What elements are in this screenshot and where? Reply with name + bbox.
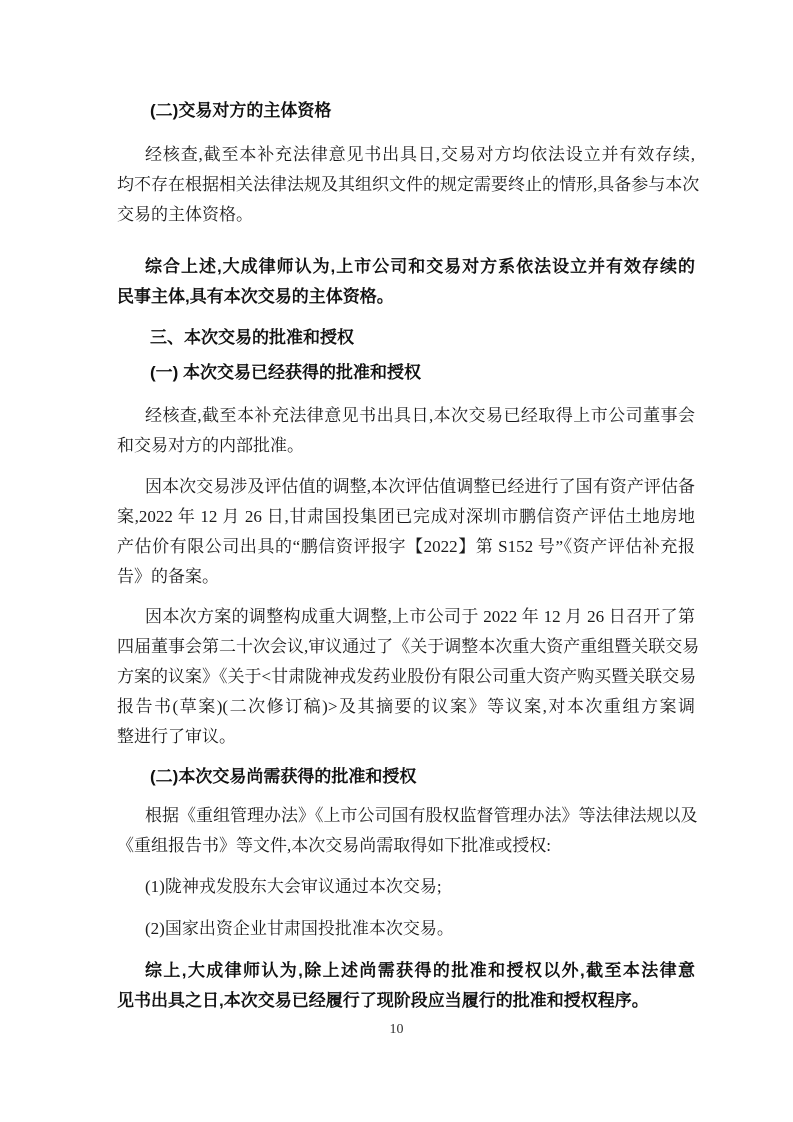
section-heading: (一) 本次交易已经获得的批准和授权 bbox=[150, 363, 422, 382]
body-paragraph bbox=[117, 872, 695, 902]
body-paragraph bbox=[117, 401, 695, 461]
text-line: 产估价有限公司出具的“鹏信资评报字【2022】第 S152 号”《资产评估补充报 bbox=[117, 537, 695, 556]
text-line: 综上,大成律师认为,除上述尚需获得的批准和授权以外,截至本法律意 bbox=[145, 961, 695, 980]
text-line: 综合上述,大成律师认为,上市公司和交易对方系依法设立并有效存续的 bbox=[145, 257, 695, 276]
body-paragraph bbox=[117, 914, 695, 944]
section-heading: (二)本次交易尚需获得的批准和授权 bbox=[150, 767, 417, 786]
text-line: 案,2022 年 12 月 26 日,甘肃国投集团已完成对深圳市鹏信资产评估土地房地 bbox=[117, 507, 695, 526]
text-line: 因本次方案的调整构成重大调整,上市公司于 2022 年 12 月 26 日召开了第 bbox=[145, 607, 695, 626]
text-line: 报告书(草案)(二次修订稿)>及其摘要的议案》等议案,对本次重组方案调 bbox=[117, 697, 695, 716]
text-line: (1)陇神戎发股东大会审议通过本次交易; bbox=[145, 877, 442, 896]
text-line: 民事主体,具有本次交易的主体资格。 bbox=[117, 287, 394, 306]
conclusion-paragraph bbox=[117, 956, 695, 1016]
body-paragraph bbox=[117, 140, 700, 230]
text-line: 四届董事会第二十次会议,审议通过了《关于调整本次重大资产重组暨关联交易 bbox=[117, 637, 700, 656]
text-line: 和交易对方的内部批准。 bbox=[117, 436, 304, 455]
text-line: 均不存在根据相关法律法规及其组织文件的规定需要终止的情形,具备参与本次 bbox=[117, 175, 700, 194]
text-line: 经核查,截至本补充法律意见书出具日,本次交易已经取得上市公司董事会 bbox=[145, 406, 695, 425]
text-line: 见书出具之日,本次交易已经履行了现阶段应当履行的批准和授权程序。 bbox=[117, 991, 649, 1010]
text-line: 经核查,截至本补充法律意见书出具日,交易对方均依法设立并有效存续, bbox=[145, 145, 695, 164]
text-line: 整进行了审议。 bbox=[117, 727, 236, 746]
body-paragraph bbox=[117, 602, 700, 752]
section-heading: 三、本次交易的批准和授权 bbox=[150, 328, 354, 347]
text-line: (2)国家出资企业甘肃国投批准本次交易。 bbox=[145, 919, 454, 938]
text-line: 《重组报告书》等文件,本次交易尚需取得如下批准或授权: bbox=[117, 836, 551, 855]
text-line: 因本次交易涉及评估值的调整,本次评估值调整已经进行了国有资产评估备 bbox=[145, 477, 695, 496]
text-line: 方案的议案》《关于<甘肃陇神戎发药业股份有限公司重大资产购买暨关联交易 bbox=[117, 667, 697, 686]
conclusion-paragraph bbox=[117, 252, 695, 312]
body-paragraph bbox=[117, 801, 698, 861]
page-number: 10 bbox=[389, 1022, 404, 1037]
section-heading: (二)交易对方的主体资格 bbox=[150, 101, 332, 120]
body-paragraph bbox=[117, 472, 695, 592]
text-line: 交易的主体资格。 bbox=[117, 205, 253, 224]
text-line: 告》的备案。 bbox=[117, 567, 219, 586]
document-body bbox=[117, 96, 700, 1016]
text-line: 根据《重组管理办法》《上市公司国有股权监督管理办法》等法律法规以及 bbox=[145, 806, 698, 825]
